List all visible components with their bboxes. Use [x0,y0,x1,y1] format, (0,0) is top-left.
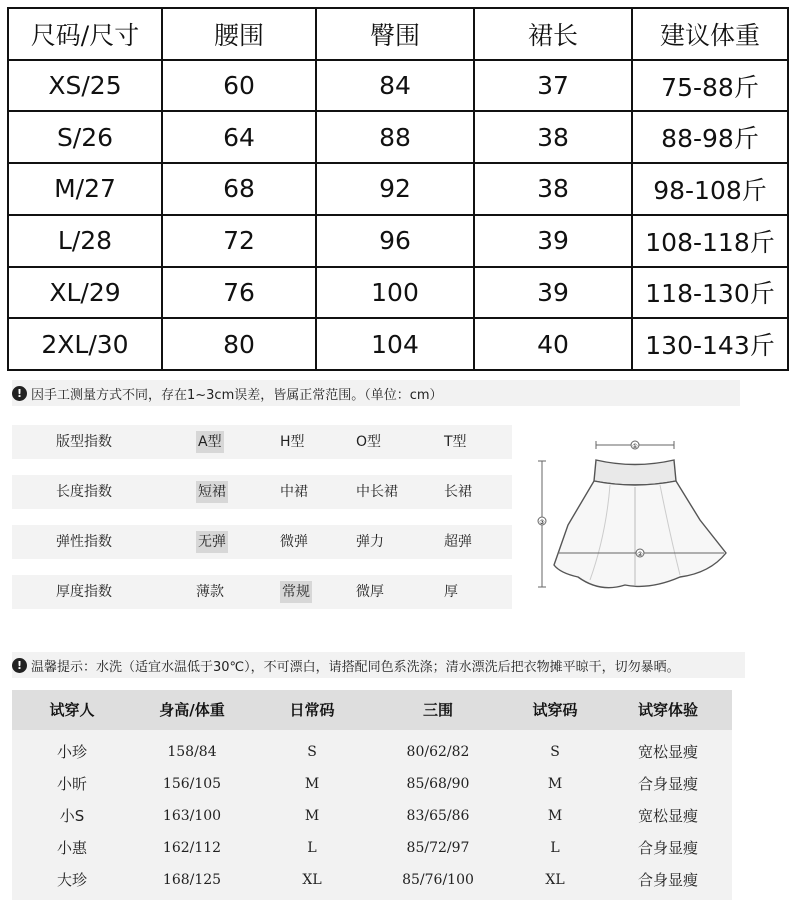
tryon-row [12,736,732,768]
size-table [7,7,789,371]
size-cell: L/28 [8,215,162,267]
exclamation-icon: ! [12,658,27,673]
tryon-size: M [547,776,563,792]
index-option: T型 [444,434,467,450]
size-cell: 2XL/30 [8,318,162,370]
size-cell: M/27 [8,163,162,215]
index-row-length [12,475,512,509]
tryon-daily-size: XL [302,872,322,888]
length-cell: 39 [474,215,632,267]
tryon-model: 大珍 [56,871,88,889]
size-cell: S/26 [8,111,162,163]
tryon-header-cell: 试穿体验 [637,701,699,719]
tryon-size: L [550,840,560,856]
index-option: 长裙 [444,484,472,500]
hip-cell: 88 [316,111,474,163]
tryon-row [12,864,732,896]
weight-cell: 75-88斤 [632,60,788,112]
tryon-daily-size: S [307,744,317,760]
index-option-selected: 短裙 [196,481,228,503]
size-table-header [8,8,788,60]
tryon-measurements: 80/62/82 [406,744,470,760]
tryon-experience: 宽松显瘦 [637,743,699,761]
size-row [8,318,788,370]
measurement-note-text: 因手工测量方式不同，存在1~3cm误差，皆属正常范围。（单位：cm） [31,387,443,403]
index-option-selected: 无弹 [196,531,228,553]
waist-cell: 80 [162,318,316,370]
tryon-height-weight: 163/100 [162,808,222,824]
header-cell: 建议体重 [632,8,788,60]
size-cell: XS/25 [8,60,162,112]
index-option: 中长裙 [356,484,398,500]
index-row-fit [12,425,512,459]
waist-cell: 60 [162,60,316,112]
weight-cell: 108-118斤 [632,215,788,267]
index-label: 版型指数 [56,434,112,450]
size-row [8,60,788,112]
hip-cell: 96 [316,215,474,267]
tryon-model: 小惠 [56,839,88,857]
index-row-elasticity [12,525,512,559]
header-cell: 尺码/尺寸 [8,8,162,60]
skirt-diagram [530,425,740,605]
tryon-daily-size: L [307,840,317,856]
size-row [8,111,788,163]
tryon-header-cell: 三围 [422,701,454,719]
waist-cell: 68 [162,163,316,215]
tryon-height-weight: 162/112 [162,840,222,856]
tryon-measurements: 85/68/90 [406,776,470,792]
waist-mark: ① [632,443,638,450]
index-table [12,425,512,625]
tryon-row [12,800,732,832]
tryon-table-body [12,730,732,900]
waist-cell: 72 [162,215,316,267]
size-row [8,267,788,319]
index-option-selected: A型 [196,431,224,453]
tryon-daily-size: M [304,776,320,792]
index-option: 微厚 [356,584,384,600]
index-row-thickness [12,575,512,609]
tryon-table-header [12,690,732,730]
index-option-selected: 常规 [280,581,312,603]
hip-cell: 92 [316,163,474,215]
index-option: 薄款 [196,584,224,600]
tryon-measurements: 85/72/97 [406,840,470,856]
index-option: 超弹 [444,534,472,550]
index-label: 长度指数 [56,484,112,500]
header-cell: 腰围 [162,8,316,60]
tryon-row [12,832,732,864]
tryon-size: XL [545,872,565,888]
index-option: 微弹 [280,534,308,550]
care-note-text: 温馨提示：水洗（适宜水温低于30℃），不可漂白，请搭配同色系洗涤；清水漂洗后把衣物摊平晾干，切勿暴晒。 [31,659,680,675]
waist-cell: 76 [162,267,316,319]
tryon-model: 小珍 [56,743,88,761]
tryon-experience: 合身显瘦 [637,775,699,793]
weight-cell: 130-143斤 [632,318,788,370]
tryon-header-cell: 日常码 [289,701,335,719]
tryon-experience: 合身显瘦 [637,871,699,889]
tryon-header-cell: 试穿码 [532,701,578,719]
length-mark: ③ [539,519,545,526]
tryon-height-weight: 168/125 [162,872,222,888]
weight-cell: 88-98斤 [632,111,788,163]
index-label: 弹性指数 [56,534,112,550]
length-cell: 38 [474,163,632,215]
length-cell: 40 [474,318,632,370]
hip-cell: 104 [316,318,474,370]
tryon-experience: 合身显瘦 [637,839,699,857]
tryon-header-cell: 身高/体重 [159,701,225,719]
tryon-size: M [547,808,563,824]
header-cell: 裙长 [474,8,632,60]
weight-cell: 98-108斤 [632,163,788,215]
header-cell: 臀围 [316,8,474,60]
index-option: 弹力 [356,534,384,550]
size-row [8,163,788,215]
tryon-measurements: 83/65/86 [406,808,470,824]
index-label: 厚度指数 [56,584,112,600]
index-option: H型 [280,434,305,450]
weight-cell: 118-130斤 [632,267,788,319]
exclamation-icon: ! [12,386,27,401]
index-option: 中裙 [280,484,308,500]
tryon-daily-size: M [304,808,320,824]
tryon-model: 小昕 [56,775,88,793]
index-option: 厚 [444,584,458,600]
tryon-model: 小S [59,807,85,825]
hip-cell: 84 [316,60,474,112]
size-row [8,215,788,267]
length-cell: 39 [474,267,632,319]
tryon-size: S [550,744,560,760]
tryon-row [12,768,732,800]
waist-cell: 64 [162,111,316,163]
hem-mark: ② [637,551,643,558]
length-cell: 38 [474,111,632,163]
tryon-experience: 宽松显瘦 [637,807,699,825]
hip-cell: 100 [316,267,474,319]
tryon-header-cell: 试穿人 [49,701,95,719]
length-cell: 37 [474,60,632,112]
tryon-height-weight: 156/105 [162,776,222,792]
measurement-note [12,380,740,406]
index-option: O型 [356,434,382,450]
tryon-measurements: 85/76/100 [402,872,474,888]
tryon-height-weight: 158/84 [167,744,217,760]
size-cell: XL/29 [8,267,162,319]
care-note [12,652,745,678]
